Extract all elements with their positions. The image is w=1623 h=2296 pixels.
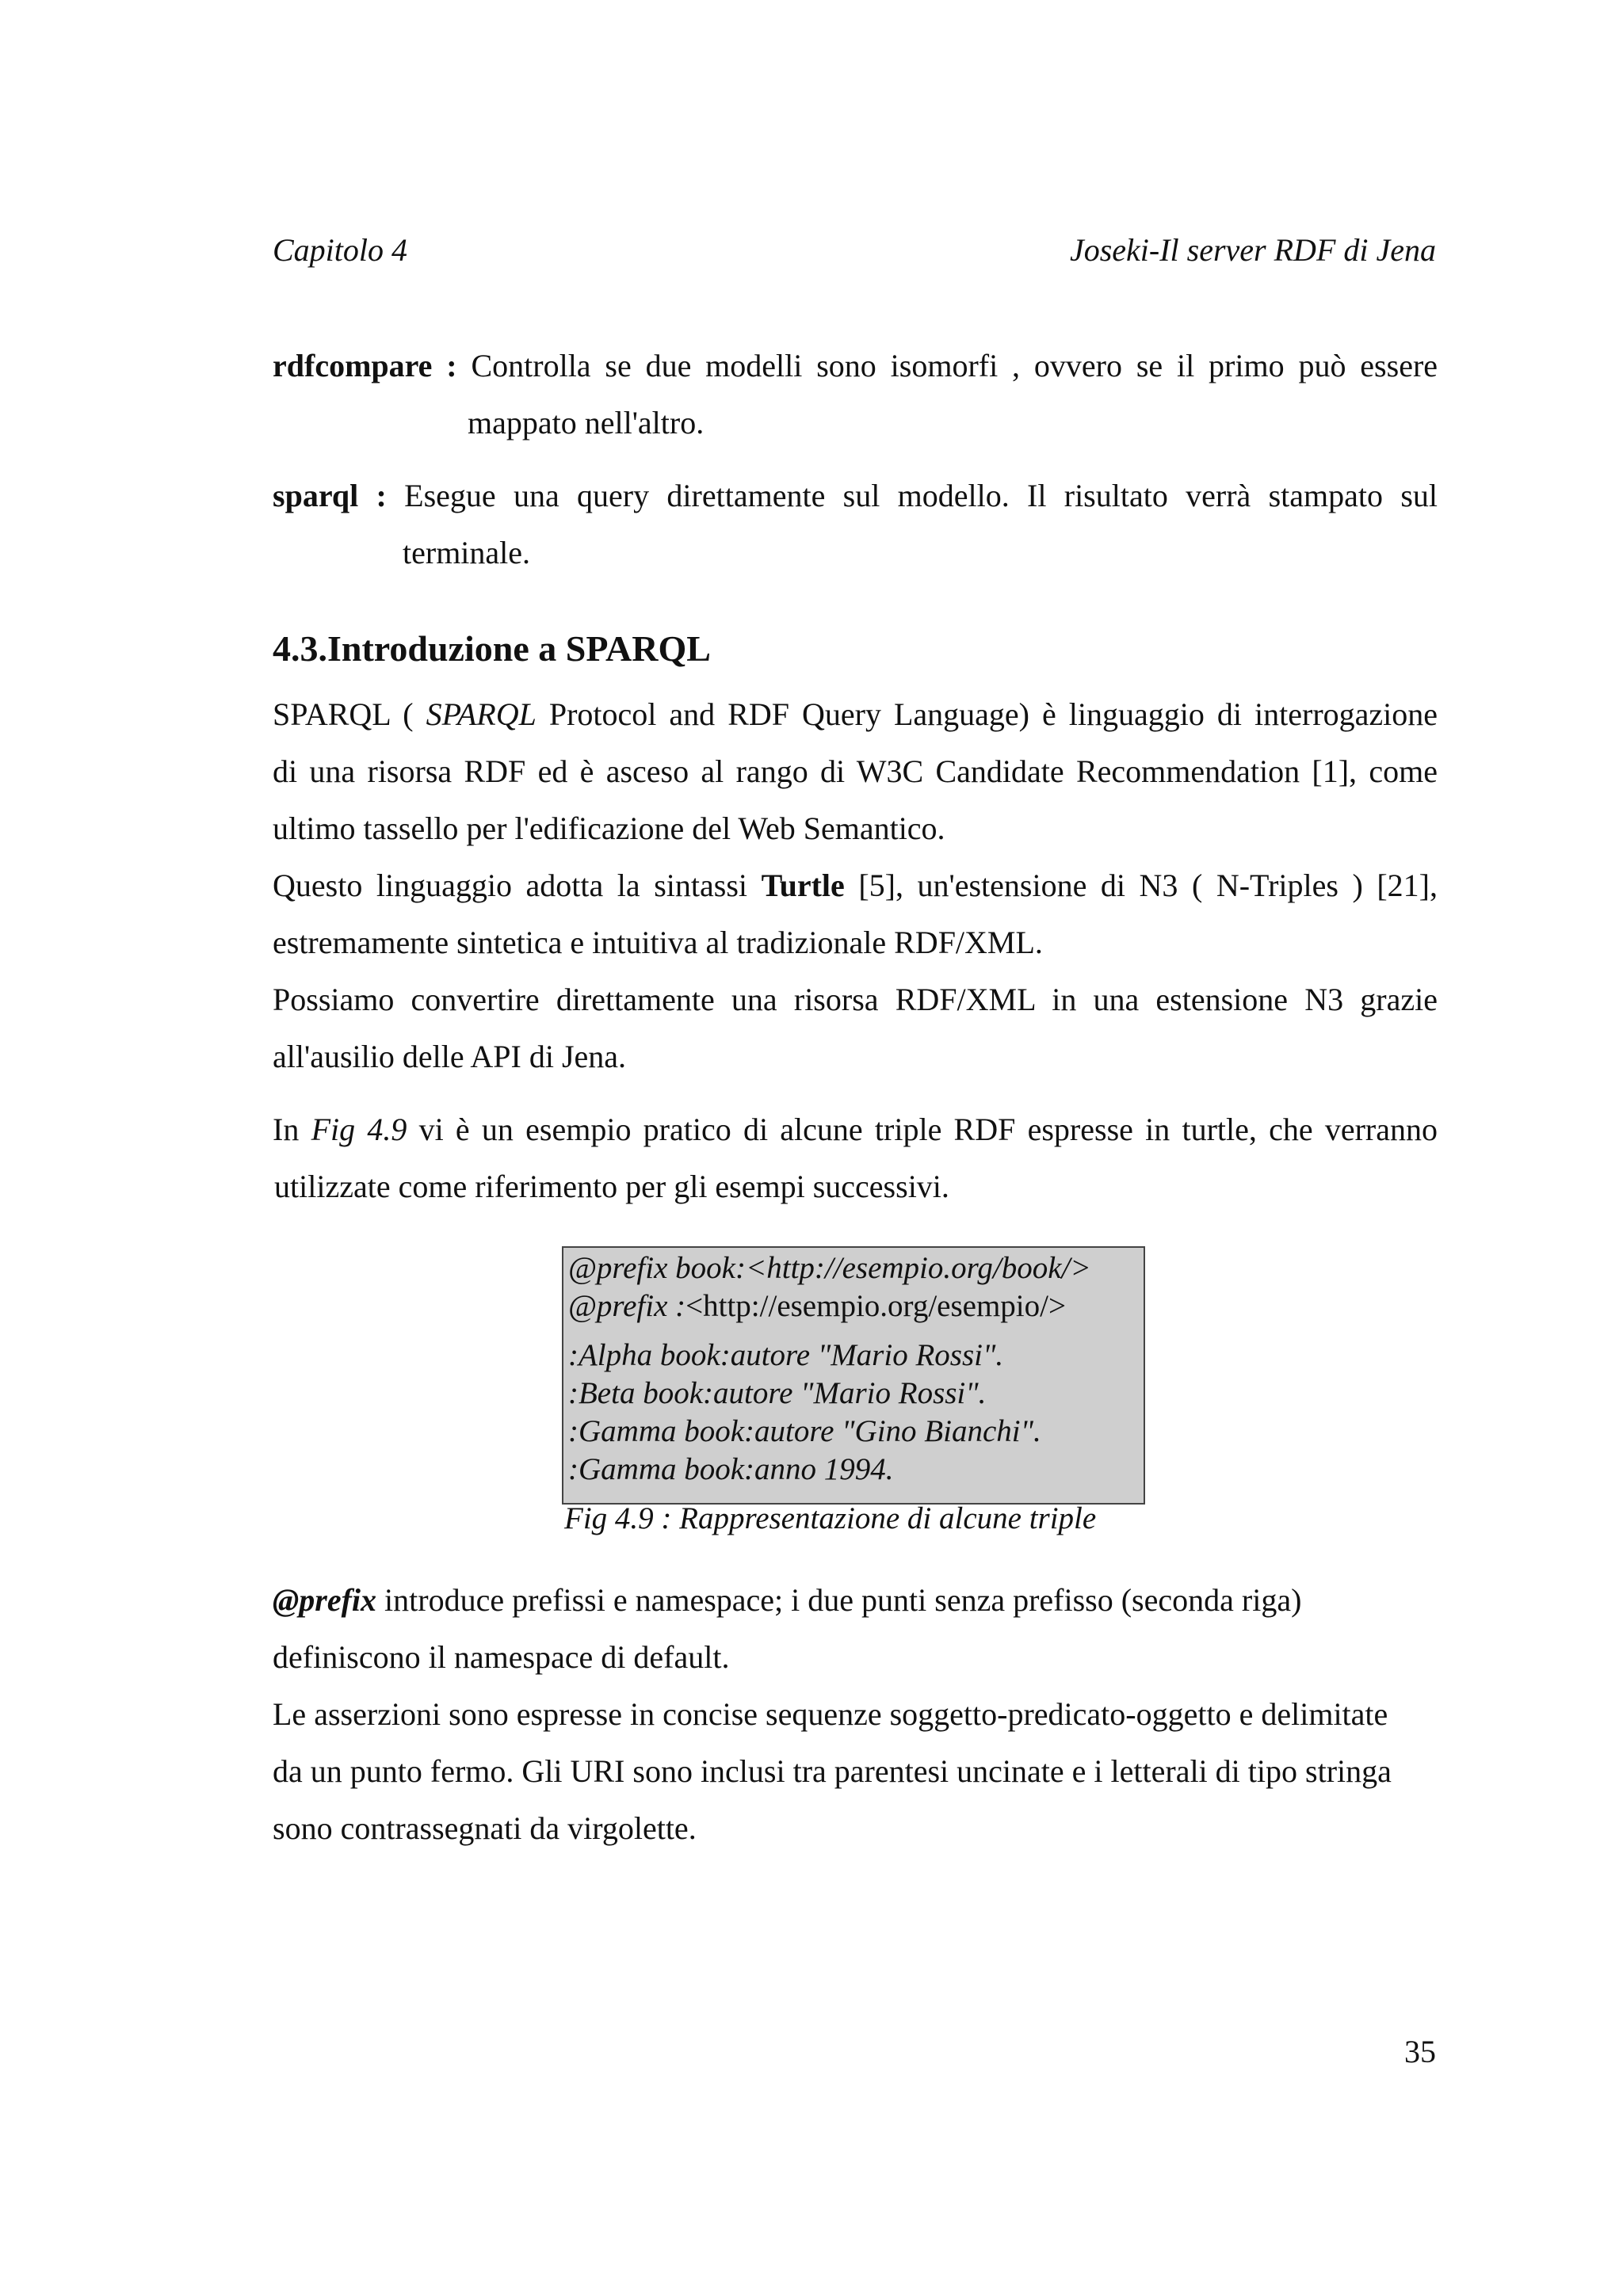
paragraph-line: utilizzate come riferimento per gli esempi successivi. xyxy=(274,1169,949,1204)
paragraph-line: Possiamo convertire direttamente una risorsa RDF/XML in una estensione N3 grazie xyxy=(273,982,1438,1017)
text-run: SPARQL ( xyxy=(273,696,426,732)
running-header-chapter: Capitolo 4 xyxy=(273,232,408,268)
paragraph-line: di una risorsa RDF ed è asceso al rango di W3C Candidate Recommendation [1], come xyxy=(273,753,1438,789)
text-run: vi è un esempio pratico di alcune triple RDF espresse in turtle, che verranno xyxy=(407,1112,1438,1147)
code-line: :Alpha book:autore "Mario Rossi". xyxy=(568,1338,1004,1372)
page-number: 35 xyxy=(1404,2034,1436,2069)
code-line: @prefix book:<http://esempio.org/book/> xyxy=(568,1251,1091,1285)
text-run-italic: Fig 4.9 xyxy=(311,1112,407,1147)
code-line xyxy=(568,1287,1139,1325)
paragraph-line xyxy=(273,857,1438,914)
text-run-italic: SPARQL xyxy=(426,696,537,732)
paragraph-line: da un punto fermo. Gli URI sono inclusi tra parentesi uncinate e i letterali di tipo stringa xyxy=(273,1753,1392,1789)
code-line: :Beta book:autore "Mario Rossi". xyxy=(568,1376,987,1410)
paragraph-line: definiscono il namespace di default. xyxy=(273,1639,730,1675)
paragraph-line: estremamente sintetica e intuitiva al tradizionale RDF/XML. xyxy=(273,925,1043,960)
definition-sparql-continuation: terminale. xyxy=(403,535,531,570)
text-run: Questo linguaggio adotta la sintassi xyxy=(273,868,762,903)
definition-term: rdfcompare : xyxy=(273,348,457,383)
paragraph-line: Le asserzioni sono espresse in concise sequenze soggetto-predicato-oggetto e delimitate xyxy=(273,1696,1388,1732)
paragraph-line xyxy=(273,1572,1438,1629)
paragraph-line: all'ausilio delle API di Jena. xyxy=(273,1039,627,1074)
paragraph-line: ultimo tassello per l'edificazione del Web Semantico. xyxy=(273,810,945,846)
figure-caption: Fig 4.9 : Rappresentazione di alcune triple xyxy=(564,1501,1097,1535)
paragraph-line xyxy=(273,686,1438,743)
text-run: Protocol and RDF Query Language) è linguaggio di interrogazione xyxy=(536,696,1438,732)
code-figure-box xyxy=(562,1246,1145,1505)
running-header-section: Joseki-Il server RDF di Jena xyxy=(1069,232,1436,268)
code-line: :Gamma book:anno 1994. xyxy=(568,1452,894,1486)
section-heading: 4.3.Introduzione a SPARQL xyxy=(273,628,711,669)
definition-text: Esegue una query direttamente sul modello. Il risultato verrà stampato sul xyxy=(404,478,1438,513)
definition-sparql xyxy=(273,467,1438,524)
paragraph-line: sono contrassegnati da virgolette. xyxy=(273,1810,697,1846)
definition-text: Controlla se due modelli sono isomorfi , ovvero se il primo può essere xyxy=(471,348,1438,383)
code-line: :Gamma book:autore "Gino Bianchi". xyxy=(568,1414,1041,1448)
definition-rdfcompare-continuation: mappato nell'altro. xyxy=(468,405,705,441)
code-run-italic: @prefix : xyxy=(568,1289,686,1323)
text-run-bold-italic: @prefix xyxy=(273,1582,377,1618)
definition-term: sparql : xyxy=(273,478,387,513)
text-run-bold: Turtle xyxy=(761,868,845,903)
definition-rdfcompare xyxy=(273,338,1438,395)
code-run: <http://esempio.org/esempio/> xyxy=(685,1289,1066,1323)
paragraph-line xyxy=(273,1101,1438,1158)
text-run: In xyxy=(273,1112,311,1147)
text-run: introduce prefissi e namespace; i due punti senza prefisso (seconda riga) xyxy=(376,1582,1302,1618)
text-run: [5], un'estensione di N3 ( N-Triples ) [21], xyxy=(844,868,1438,903)
